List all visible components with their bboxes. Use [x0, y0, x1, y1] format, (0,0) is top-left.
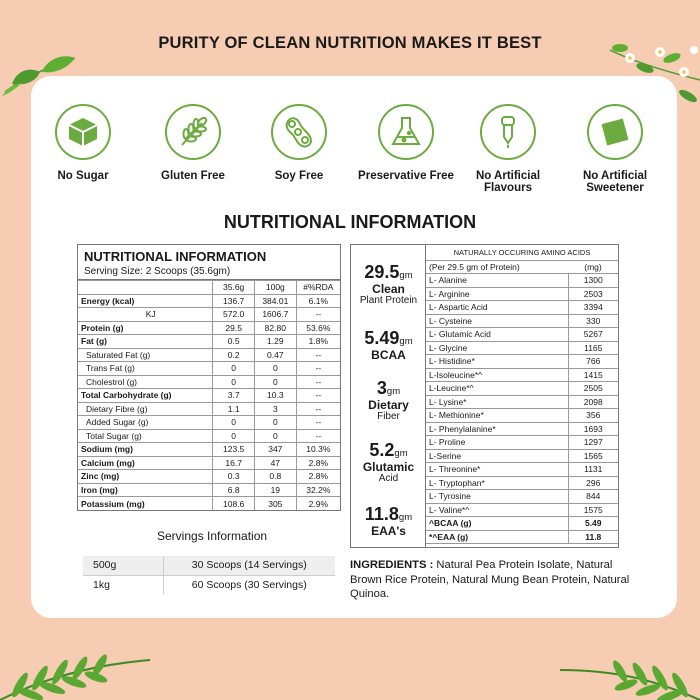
- amino-acid-value: 1131: [568, 463, 618, 477]
- stat-value: 3: [376, 378, 387, 398]
- amino-acid-name: ^BCAA (g): [426, 517, 568, 531]
- amino-acid-value: 1165: [568, 341, 618, 355]
- table-row: [426, 436, 618, 450]
- ingredients-label: INGREDIENTS :: [350, 559, 434, 571]
- nutrient-name: Iron (mg): [78, 483, 213, 497]
- nutrient-value: 10.3: [254, 389, 296, 403]
- table-row: [426, 314, 618, 328]
- stat-glutamic-acid: [351, 441, 426, 484]
- amino-acid-name: L- Arginine: [426, 287, 568, 301]
- amino-acid-name: L- Tyrosine: [426, 490, 568, 504]
- nutrient-name: Cholestrol (g): [78, 375, 213, 389]
- ingredients: [350, 558, 640, 602]
- headline: PURITY OF CLEAN NUTRITION MAKES IT BEST: [158, 34, 542, 52]
- column-header: #%RDA: [296, 281, 340, 295]
- amino-acid-name: L- Aspartic Acid: [426, 301, 568, 315]
- stat-value: 5.2: [369, 440, 395, 460]
- nutrient-value: --: [296, 375, 340, 389]
- feature-label: No Artificial Sweetener: [582, 170, 648, 194]
- nutrient-value: --: [296, 389, 340, 403]
- feature-label: Soy Free: [274, 170, 324, 182]
- stat-name: Dietary: [368, 398, 409, 412]
- amino-acid-name: L-Serine: [426, 449, 568, 463]
- nutrient-value: 0.5: [213, 335, 255, 349]
- table-row: [426, 260, 618, 274]
- column-header: 100g: [254, 281, 296, 295]
- nutrient-value: --: [296, 348, 340, 362]
- stat-sub: Fiber: [377, 411, 400, 422]
- amino-acid-name: L-Isoleucine*^: [426, 368, 568, 382]
- stat-fiber: [351, 379, 426, 422]
- serving-size-cell: 500g: [83, 556, 163, 575]
- amino-acid-name: L- Methionine*: [426, 409, 568, 423]
- stat-sub: Plant Protein: [359, 295, 418, 306]
- feature-soy-free: [244, 104, 354, 182]
- nutrient-value: --: [296, 416, 340, 430]
- nutrient-value: 108.6: [213, 497, 255, 511]
- table-row: [426, 463, 618, 477]
- feature-no-artificial-flavours: [453, 104, 563, 194]
- nutrient-value: 10.3%: [296, 443, 340, 457]
- stat-value: 29.5: [364, 262, 400, 282]
- stat-name: BCAA: [371, 348, 406, 362]
- nutrition-title: NUTRITIONAL INFORMATION: [84, 249, 267, 264]
- amino-acid-value: 1300: [568, 274, 618, 288]
- nutrient-value: 0: [213, 362, 255, 376]
- feature-label: Gluten Free: [161, 170, 225, 182]
- nutrient-name: Total Carbohydrate (g): [78, 389, 213, 403]
- table-row: [83, 575, 335, 594]
- amino-acid-value: 3394: [568, 301, 618, 315]
- amino-acid-value: 11.8: [568, 530, 618, 544]
- stat-sub: Acid: [378, 473, 399, 484]
- fern-decoration-bottom-right: [560, 640, 700, 700]
- nutrient-name: Trans Fat (g): [78, 362, 213, 376]
- amino-acid-value: 1693: [568, 422, 618, 436]
- amino-acid-value: 2503: [568, 287, 618, 301]
- feature-label: No Artificial Flavours: [475, 170, 541, 194]
- nutrient-value: 0: [213, 375, 255, 389]
- amino-acid-value: 2098: [568, 395, 618, 409]
- nutrient-value: 0: [213, 429, 255, 443]
- amino-acid-value: 5.49: [568, 517, 618, 531]
- nutrient-name: Zinc (mg): [78, 470, 213, 484]
- nutrient-value: 16.7: [213, 456, 255, 470]
- nutrition-header: [78, 245, 340, 280]
- stat-value: 11.8: [364, 504, 399, 524]
- amino-acid-table: [426, 245, 618, 544]
- stat-protein: [351, 263, 426, 306]
- table-row: [426, 355, 618, 369]
- nutrient-name: Sodium (mg): [78, 443, 213, 457]
- nutrient-value: 2.9%: [296, 497, 340, 511]
- amino-acid-value: 1415: [568, 368, 618, 382]
- table-row: [78, 483, 340, 497]
- ingredients-text: Natural Pea Protein Isolate, Natural Brown Rice Protein, Natural Mung Bean Protein, Natural Quinoa.: [350, 559, 630, 600]
- table-row: [78, 362, 340, 376]
- table-row: [78, 389, 340, 403]
- stat-unit: gm: [399, 270, 413, 281]
- stat-unit: gm: [394, 448, 408, 459]
- table-row: [426, 341, 618, 355]
- nutrient-value: 0.3: [213, 470, 255, 484]
- nutrient-value: 2.8%: [296, 456, 340, 470]
- nutrient-value: 0.47: [254, 348, 296, 362]
- table-row: [78, 416, 340, 430]
- nutrient-value: 347: [254, 443, 296, 457]
- serving-size-cell: 1kg: [83, 575, 163, 594]
- table-row: [426, 476, 618, 490]
- table-row: [426, 422, 618, 436]
- stat-unit: gm: [398, 512, 413, 523]
- amino-acid-value: 330: [568, 314, 618, 328]
- amino-acid-value: 766: [568, 355, 618, 369]
- amino-acid-panel: [350, 244, 619, 548]
- nutrient-value: 123.5: [213, 443, 255, 457]
- nutrient-value: 0: [254, 416, 296, 430]
- table-row: [426, 449, 618, 463]
- table-row: [78, 335, 340, 349]
- table-row: [78, 321, 340, 335]
- nutrient-value: 6.1%: [296, 294, 340, 308]
- amino-acid-name: L- Histidine*: [426, 355, 568, 369]
- fern-decoration-bottom-left: [0, 630, 150, 700]
- nutrient-value: 0: [213, 416, 255, 430]
- table-row: [426, 503, 618, 517]
- nutrition-grid: [78, 280, 340, 510]
- nutrient-value: 1.8%: [296, 335, 340, 349]
- nutrient-value: --: [296, 362, 340, 376]
- nutrient-value: 572.0: [213, 308, 255, 322]
- highlight-stats: [351, 245, 426, 547]
- nutrient-value: 53.6%: [296, 321, 340, 335]
- amino-acid-name: L-Leucine*^: [426, 382, 568, 396]
- nutrient-name: Saturated Fat (g): [78, 348, 213, 362]
- amino-acid-value: 296: [568, 476, 618, 490]
- amino-acid-value: 2505: [568, 382, 618, 396]
- nutrient-value: 305: [254, 497, 296, 511]
- table-row: [426, 517, 618, 531]
- stat-eaa: [351, 505, 426, 537]
- amino-title: NATURALLY OCCURING AMINO ACIDS: [426, 245, 618, 260]
- feature-preservative-free: [351, 104, 461, 182]
- amino-acid-name: L- Glutamic Acid: [426, 328, 568, 342]
- cube-icon: [55, 104, 111, 160]
- table-row: [78, 443, 340, 457]
- table-row: [426, 382, 618, 396]
- stat-name: EAA's: [371, 524, 406, 538]
- nutrient-name: Added Sugar (g): [78, 416, 213, 430]
- nutrient-value: --: [296, 402, 340, 416]
- table-row: [426, 245, 618, 260]
- nutrient-name: Protein (g): [78, 321, 213, 335]
- amino-acid-name: L- Valine*^: [426, 503, 568, 517]
- table-row: [78, 429, 340, 443]
- table-row: [83, 556, 335, 575]
- nutrient-value: 0.2: [213, 348, 255, 362]
- nutrient-value: 82.80: [254, 321, 296, 335]
- amino-acid-value: 356: [568, 409, 618, 423]
- nutrient-value: 3.7: [213, 389, 255, 403]
- serving-scoops-cell: 30 Scoops (14 Servings): [163, 556, 335, 575]
- column-header-blank: [78, 281, 213, 295]
- amino-subheader: (Per 29.5 gm of Protein): [426, 260, 568, 274]
- stat-name: Clean: [372, 282, 405, 296]
- amino-acid-name: L- Glycine: [426, 341, 568, 355]
- nutrient-value: 6.8: [213, 483, 255, 497]
- feature-list: [48, 104, 658, 204]
- nutrient-value: 0: [254, 375, 296, 389]
- nutrient-value: 32.2%: [296, 483, 340, 497]
- sweetener-packet-icon: [587, 104, 643, 160]
- nutrient-value: 136.7: [213, 294, 255, 308]
- amino-acid-value: 1297: [568, 436, 618, 450]
- amino-acid-name: L- Alanine: [426, 274, 568, 288]
- nutrient-value: 29.5: [213, 321, 255, 335]
- amino-acid-name: *^EAA (g): [426, 530, 568, 544]
- table-row: [426, 301, 618, 315]
- table-row: [426, 395, 618, 409]
- stat-value: 5.49: [364, 328, 400, 348]
- amino-acid-name: L- Tryptophan*: [426, 476, 568, 490]
- amino-acid-name: L- Cysteine: [426, 314, 568, 328]
- nutrient-name: Calcium (mg): [78, 456, 213, 470]
- soybean-icon: [271, 104, 327, 160]
- table-row: [78, 497, 340, 511]
- nutrition-table: [77, 244, 341, 511]
- table-row: [426, 274, 618, 288]
- nutrient-value: 384.01: [254, 294, 296, 308]
- section-title: NUTRITIONAL INFORMATION: [223, 212, 477, 232]
- nutrient-name: Total Sugar (g): [78, 429, 213, 443]
- wheat-icon: [165, 104, 221, 160]
- nutrient-value: 19: [254, 483, 296, 497]
- amino-acid-name: L- Lysine*: [426, 395, 568, 409]
- nutrient-name: Potassium (mg): [78, 497, 213, 511]
- table-row: [78, 375, 340, 389]
- feature-gluten-free: [138, 104, 248, 182]
- table-row: [426, 368, 618, 382]
- nutrient-value: 0.8: [254, 470, 296, 484]
- table-row: [426, 409, 618, 423]
- serving-scoops-cell: 60 Scoops (30 Servings): [163, 575, 335, 594]
- table-row: [426, 328, 618, 342]
- table-row: [426, 530, 618, 544]
- stat-unit: gm: [386, 386, 401, 397]
- nutrient-name: KJ: [78, 308, 213, 322]
- table-row: [426, 287, 618, 301]
- nutrient-value: 0: [254, 429, 296, 443]
- nutrient-name: Energy (kcal): [78, 294, 213, 308]
- amino-acid-value: 5267: [568, 328, 618, 342]
- table-row: [78, 402, 340, 416]
- nutrient-value: 2.8%: [296, 470, 340, 484]
- amino-unit: (mg): [568, 260, 618, 274]
- amino-acid-value: 844: [568, 490, 618, 504]
- table-row: [78, 308, 340, 322]
- table-row: [78, 348, 340, 362]
- amino-acid-name: L- Threonine*: [426, 463, 568, 477]
- table-row: [426, 490, 618, 504]
- dropper-icon: [480, 104, 536, 160]
- nutrient-value: --: [296, 429, 340, 443]
- nutrient-name: Fat (g): [78, 335, 213, 349]
- nutrient-value: 1.29: [254, 335, 296, 349]
- nutrient-name: Dietary Fibre (g): [78, 402, 213, 416]
- stat-name: Glutamic: [362, 460, 415, 474]
- table-row: [78, 294, 340, 308]
- nutrient-value: 1606.7: [254, 308, 296, 322]
- amino-acid-name: L- Proline: [426, 436, 568, 450]
- column-header: 35.6g: [213, 281, 255, 295]
- feature-no-artificial-sweetener: [560, 104, 670, 194]
- amino-acid-value: 1565: [568, 449, 618, 463]
- nutrient-value: 47: [254, 456, 296, 470]
- nutrient-value: 0: [254, 362, 296, 376]
- flask-icon: [378, 104, 434, 160]
- servings-title: Servings Information: [157, 529, 268, 543]
- feature-label: Preservative Free: [358, 170, 454, 182]
- serving-size: Serving Size: 2 Scoops (35.6gm): [84, 266, 231, 277]
- amino-acid-name: L- Phenylalanine*: [426, 422, 568, 436]
- nutrient-value: 3: [254, 402, 296, 416]
- stat-bcaa: [351, 329, 426, 361]
- servings-table: [83, 556, 335, 594]
- feature-label: No Sugar: [57, 170, 109, 182]
- table-row: [78, 470, 340, 484]
- feature-no-sugar: [28, 104, 138, 182]
- table-row: [78, 456, 340, 470]
- nutrient-value: 1.1: [213, 402, 255, 416]
- nutrient-value: --: [296, 308, 340, 322]
- amino-acid-value: 1575: [568, 503, 618, 517]
- stat-unit: gm: [399, 336, 413, 347]
